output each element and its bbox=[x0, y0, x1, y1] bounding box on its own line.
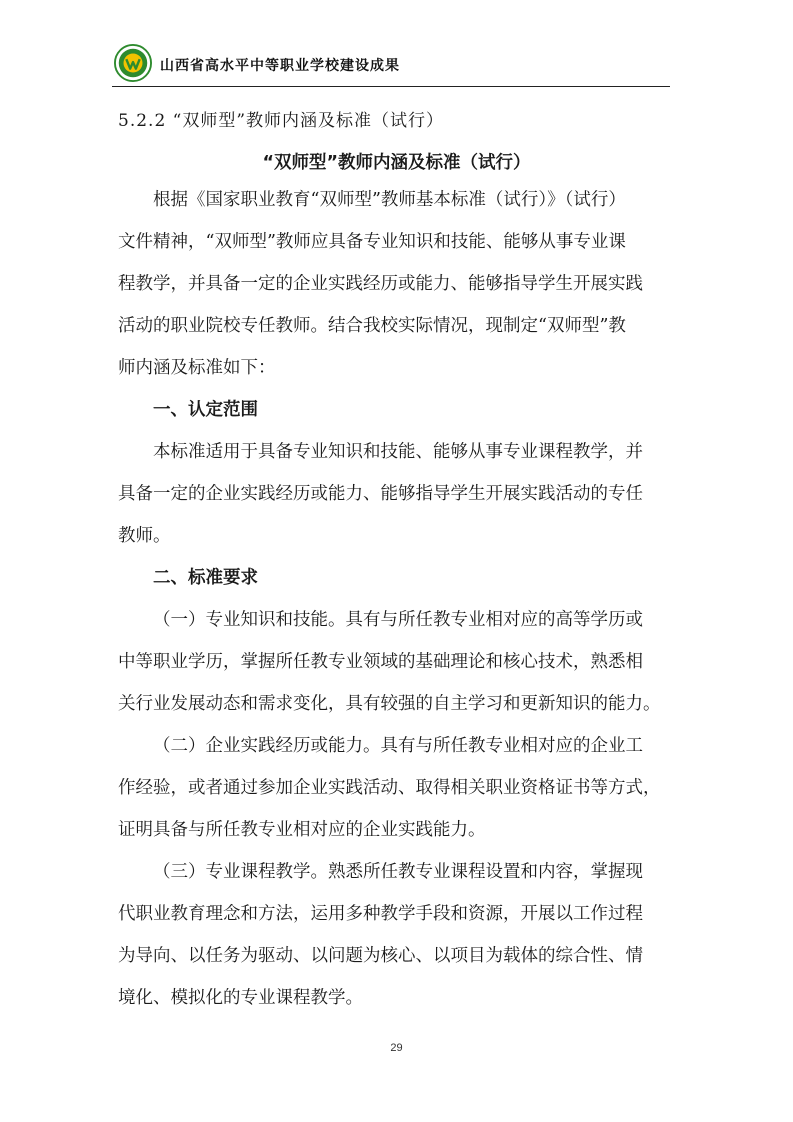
header-title: 山西省高水平中等职业学校建设成果 bbox=[160, 58, 400, 74]
paragraph-line: 教师。 bbox=[118, 526, 171, 546]
page-header bbox=[112, 42, 670, 87]
paragraph-line: 程教学，并具备一定的企业实践经历或能力、能够指导学生开展实践 bbox=[118, 274, 643, 294]
paragraph-line: 作经验，或者通过参加企业实践活动、取得相关职业资格证书等方式， bbox=[118, 778, 661, 798]
heading-scope: 一、认定范围 bbox=[153, 400, 258, 420]
paragraph-line: （二）企业实践经历或能力。具有与所任教专业相对应的企业工 bbox=[153, 736, 643, 756]
paragraph-line: 根据《国家职业教育“双师型”教师基本标准（试行）》（试行） bbox=[153, 190, 626, 210]
paragraph-line: 活动的职业院校专任教师。结合我校实际情况，现制定“双师型”教 bbox=[118, 316, 626, 336]
heading-requirements: 二、标准要求 bbox=[153, 568, 258, 588]
section-number: 5.2.2 bbox=[118, 111, 167, 131]
paragraph-line: 关行业发展动态和需求变化，具有较强的自主学习和更新知识的能力。 bbox=[118, 694, 661, 714]
paragraph-line: 具备一定的企业实践经历或能力、能够指导学生开展实践活动的专任 bbox=[118, 484, 643, 504]
document-title: “双师型”教师内涵及标准（试行） bbox=[262, 153, 531, 173]
paragraph-line: 为导向、以任务为驱动、以问题为核心、以项目为载体的综合性、情 bbox=[118, 946, 643, 966]
page-number: 29 bbox=[390, 1042, 403, 1054]
paragraph-line: 证明具备与所任教专业相对应的企业实践能力。 bbox=[118, 820, 486, 840]
paragraph-line: 师内涵及标准如下： bbox=[118, 358, 276, 378]
paragraph-line: 文件精神，“双师型”教师应具备专业知识和技能、能够从事专业课 bbox=[118, 232, 626, 252]
paragraph-line: （三）专业课程教学。熟悉所任教专业课程设置和内容，掌握现 bbox=[153, 862, 643, 882]
section-heading bbox=[118, 106, 444, 131]
paragraph-line: 本标准适用于具备专业知识和技能、能够从事专业课程教学，并 bbox=[153, 442, 643, 462]
paragraph-line: 代职业教育理念和方法，运用多种教学手段和资源，开展以工作过程 bbox=[118, 904, 643, 924]
paragraph-line: （一）专业知识和技能。具有与所任教专业相对应的高等学历或 bbox=[153, 610, 643, 630]
section-title: “双师型”教师内涵及标准（试行） bbox=[172, 111, 445, 131]
paragraph-line: 中等职业学历，掌握所任教专业领域的基础理论和核心技术，熟悉相 bbox=[118, 652, 643, 672]
paragraph-line: 境化、模拟化的专业课程教学。 bbox=[118, 988, 363, 1008]
school-logo-icon bbox=[114, 44, 152, 82]
